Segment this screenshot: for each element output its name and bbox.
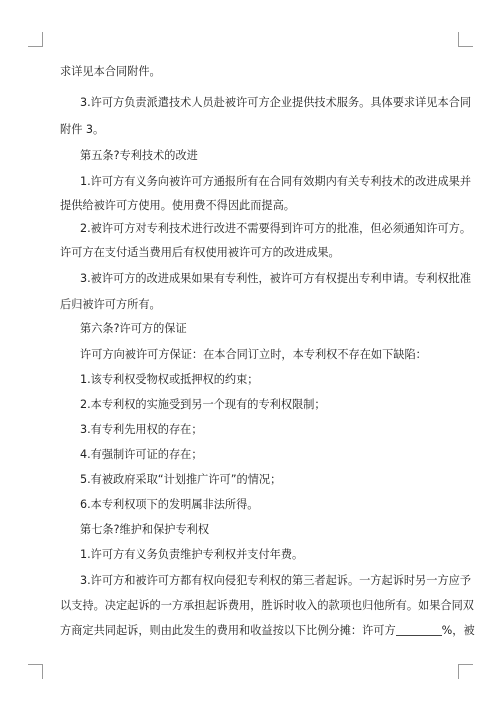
paragraph-line: 1.许可方有义务负责维护专利权并支付年费。 xyxy=(80,548,304,561)
paragraph-line: 求详见本合同附件。 xyxy=(60,65,161,78)
section-heading: 第六条?许可方的保证 xyxy=(80,322,187,335)
paragraph-line: 附件 3。 xyxy=(60,123,105,136)
paragraph-line: 提供给被许可方使用。使用费不得因此而提高。 xyxy=(60,199,295,212)
paragraph-line: 3.被许可方的改进成果如果有专利性，被许可方有权提出专利申请。专利权批准 xyxy=(80,272,472,285)
paragraph-line: 3.许可方和被许可方都有权向侵犯专利权的第三者起诉。一方起诉时另一方应予 xyxy=(80,574,472,587)
list-item: 6.本专利权项下的发明属非法所得。 xyxy=(80,498,259,511)
crop-mark-top-left xyxy=(28,32,43,47)
crop-mark-top-right xyxy=(458,32,473,47)
paragraph-line: 许可方向被许可方保证：在本合同订立时，本专利权不存在如下缺陷： xyxy=(80,348,427,361)
fill-in-blank xyxy=(396,623,442,636)
paragraph-line: 后归被许可方所有。 xyxy=(60,298,161,311)
list-item: 1.该专利权受物权或抵押权的约束； xyxy=(80,373,259,386)
paragraph-line: 2.被许可方对专利技术进行改进不需要得到许可方的批准，但必须通知许可方。 xyxy=(80,222,472,235)
paragraph-line xyxy=(60,621,475,641)
list-item: 5.有被政府采取“计划推广许可”的情况； xyxy=(80,473,282,486)
line-text-end: %，被 xyxy=(441,624,475,637)
crop-mark-bottom-left xyxy=(28,664,43,679)
list-item: 2.本专利权的实施受到另一个现有的专利权限制； xyxy=(80,398,326,411)
line-text: 方商定共同起诉，则由此发生的费用和收益按以下比例分摊：许可方 xyxy=(60,624,396,637)
section-heading: 第五条?专利技术的改进 xyxy=(80,149,198,162)
section-heading: 第七条?维护和保护专利权 xyxy=(80,523,210,536)
paragraph-line: 1.许可方有义务向被许可方通报所有在合同有效期内有关专利技术的改进成果并 xyxy=(80,175,472,188)
paragraph-line: 以支持。决定起诉的一方承担起诉费用，胜诉时收入的款项也归他所有。如果合同双 xyxy=(60,599,474,612)
list-item: 3.有专利先用权的存在； xyxy=(80,423,203,436)
crop-mark-bottom-right xyxy=(458,664,473,679)
paragraph-line: 3.许可方负责派遣技术人员赴被许可方企业提供技术服务。具体要求详见本合同 xyxy=(80,96,472,109)
list-item: 4.有强制许可证的存在； xyxy=(80,448,203,461)
paragraph-line: 许可方在支付适当费用后有权使用被许可方的改进成果。 xyxy=(60,246,340,259)
